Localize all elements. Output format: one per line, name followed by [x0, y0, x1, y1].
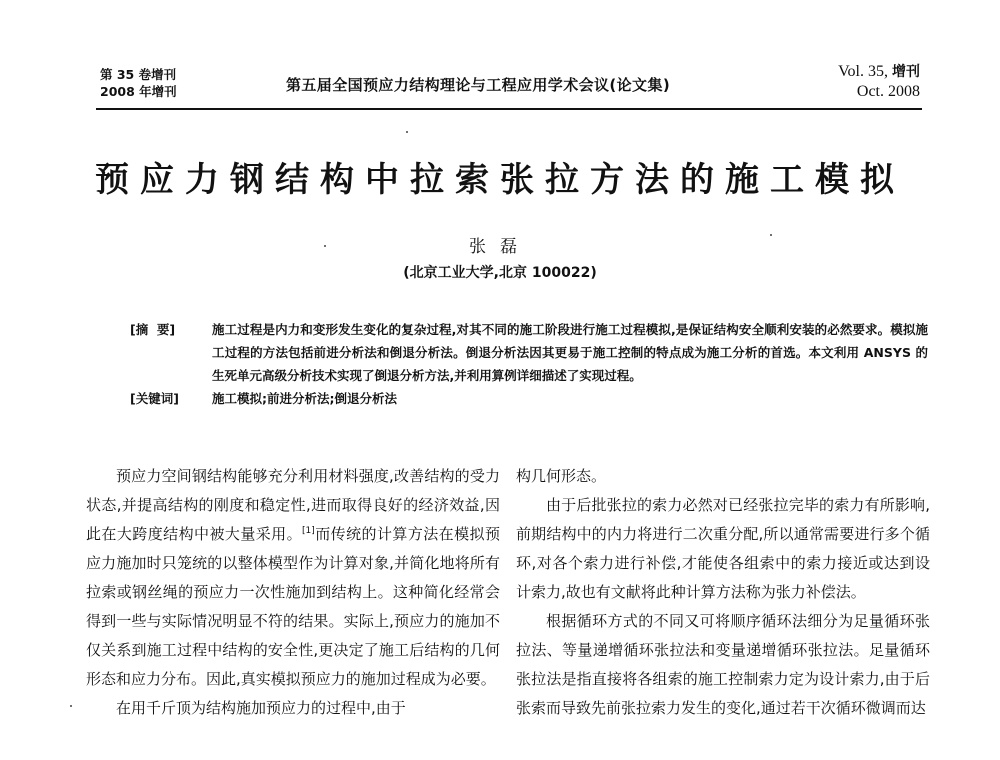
scan-speck — [70, 705, 72, 707]
body-paragraph — [86, 462, 500, 694]
body-left-column — [86, 462, 500, 723]
paper-author: 张磊 — [469, 237, 531, 257]
abstract-text: 施工过程是内力和变形发生变化的复杂过程,对其不同的施工阶段进行施工过程模拟,是保证结构安全顺利安装的必然要求。模拟施工过程的方法包括前进分析法和倒退分析法。倒退分析法因其更易于施工控制的特点成为施工分析的首选。本文利用 ANSYS 的生死单元高级分析技术实现了倒退分析方法,并利用算例详细描述了实现过程。 — [212, 322, 928, 383]
journal-volume-en — [838, 62, 920, 102]
keywords-label: [关键词] — [130, 391, 179, 406]
journal-year: 2008 年增刊 — [100, 84, 177, 99]
abstract-label: [摘 要] — [130, 322, 176, 337]
conference-title: 第五届全国预应力结构理论与工程应用学术会议(论文集) — [286, 76, 671, 94]
paper-title: 预应力钢结构中拉索张拉方法的施工模拟 — [95, 160, 905, 200]
body-paragraph: 根据循环方式的不同又可将顺序循环法细分为足量循环张拉法、等量递增循环张拉法和变量递增循环张拉法。足量循环张拉法是指直接将各组索的施工控制索力定为设计索力,由于后张索而导致先前张拉索力发生的变化,通过若干次循环微调而达 — [516, 612, 930, 717]
keywords — [130, 387, 930, 410]
abstract-section — [130, 318, 930, 410]
journal-issue-info — [100, 66, 177, 100]
issue-date: Oct. 2008 — [856, 83, 920, 100]
author-affiliation: (北京工业大学,北京 100022) — [403, 265, 597, 281]
scan-speck — [406, 131, 408, 133]
body-right-column — [516, 462, 930, 723]
header-rule — [96, 108, 922, 110]
keywords-text: 施工模拟;前进分析法;倒退分析法 — [212, 391, 397, 406]
paragraph-text: 预应力空间钢结构能够充分利用材料强度,改善结构的受力状态,并提高结构的刚度和稳定性,进而取得良好的经济效益,因此在大跨度结构中被大量采用。 — [86, 467, 500, 543]
volume-number: Vol. 35, — [838, 63, 888, 80]
journal-volume: 第 35 卷增刊 — [100, 67, 177, 82]
abstract — [130, 318, 930, 387]
citation-ref: [1] — [302, 526, 315, 536]
supplement-label: 增刊 — [892, 64, 920, 80]
body-paragraph: 在用千斤顶为结构施加预应力的过程中,由于 — [116, 699, 406, 717]
body-paragraph: 构几何形态。 — [516, 467, 607, 485]
body-paragraph: 由于后批张拉的索力必然对已经张拉完毕的索力有所影响,前期结构中的内力将进行二次重分配,所以通常需要进行多个循环,对各个索力进行补偿,才能使各组索中的索力接近或达到设计索力,故也有文献将此种计算方法称为张力补偿法。 — [516, 496, 930, 601]
paragraph-text: 而传统的计算方法在模拟预应力施加时只笼统的以整体模型作为计算对象,并简化地将所有拉索或钢丝绳的预应力一次性施加到结构上。这种简化经常会得到一些与实际情况明显不符的结果。实际上,预应力的施加不仅关系到施工过程中结构的安全性,更决定了施工后结构的几何形态和应力分布。因此,真实模拟预应力的施加过程成为必要。 — [86, 525, 500, 688]
